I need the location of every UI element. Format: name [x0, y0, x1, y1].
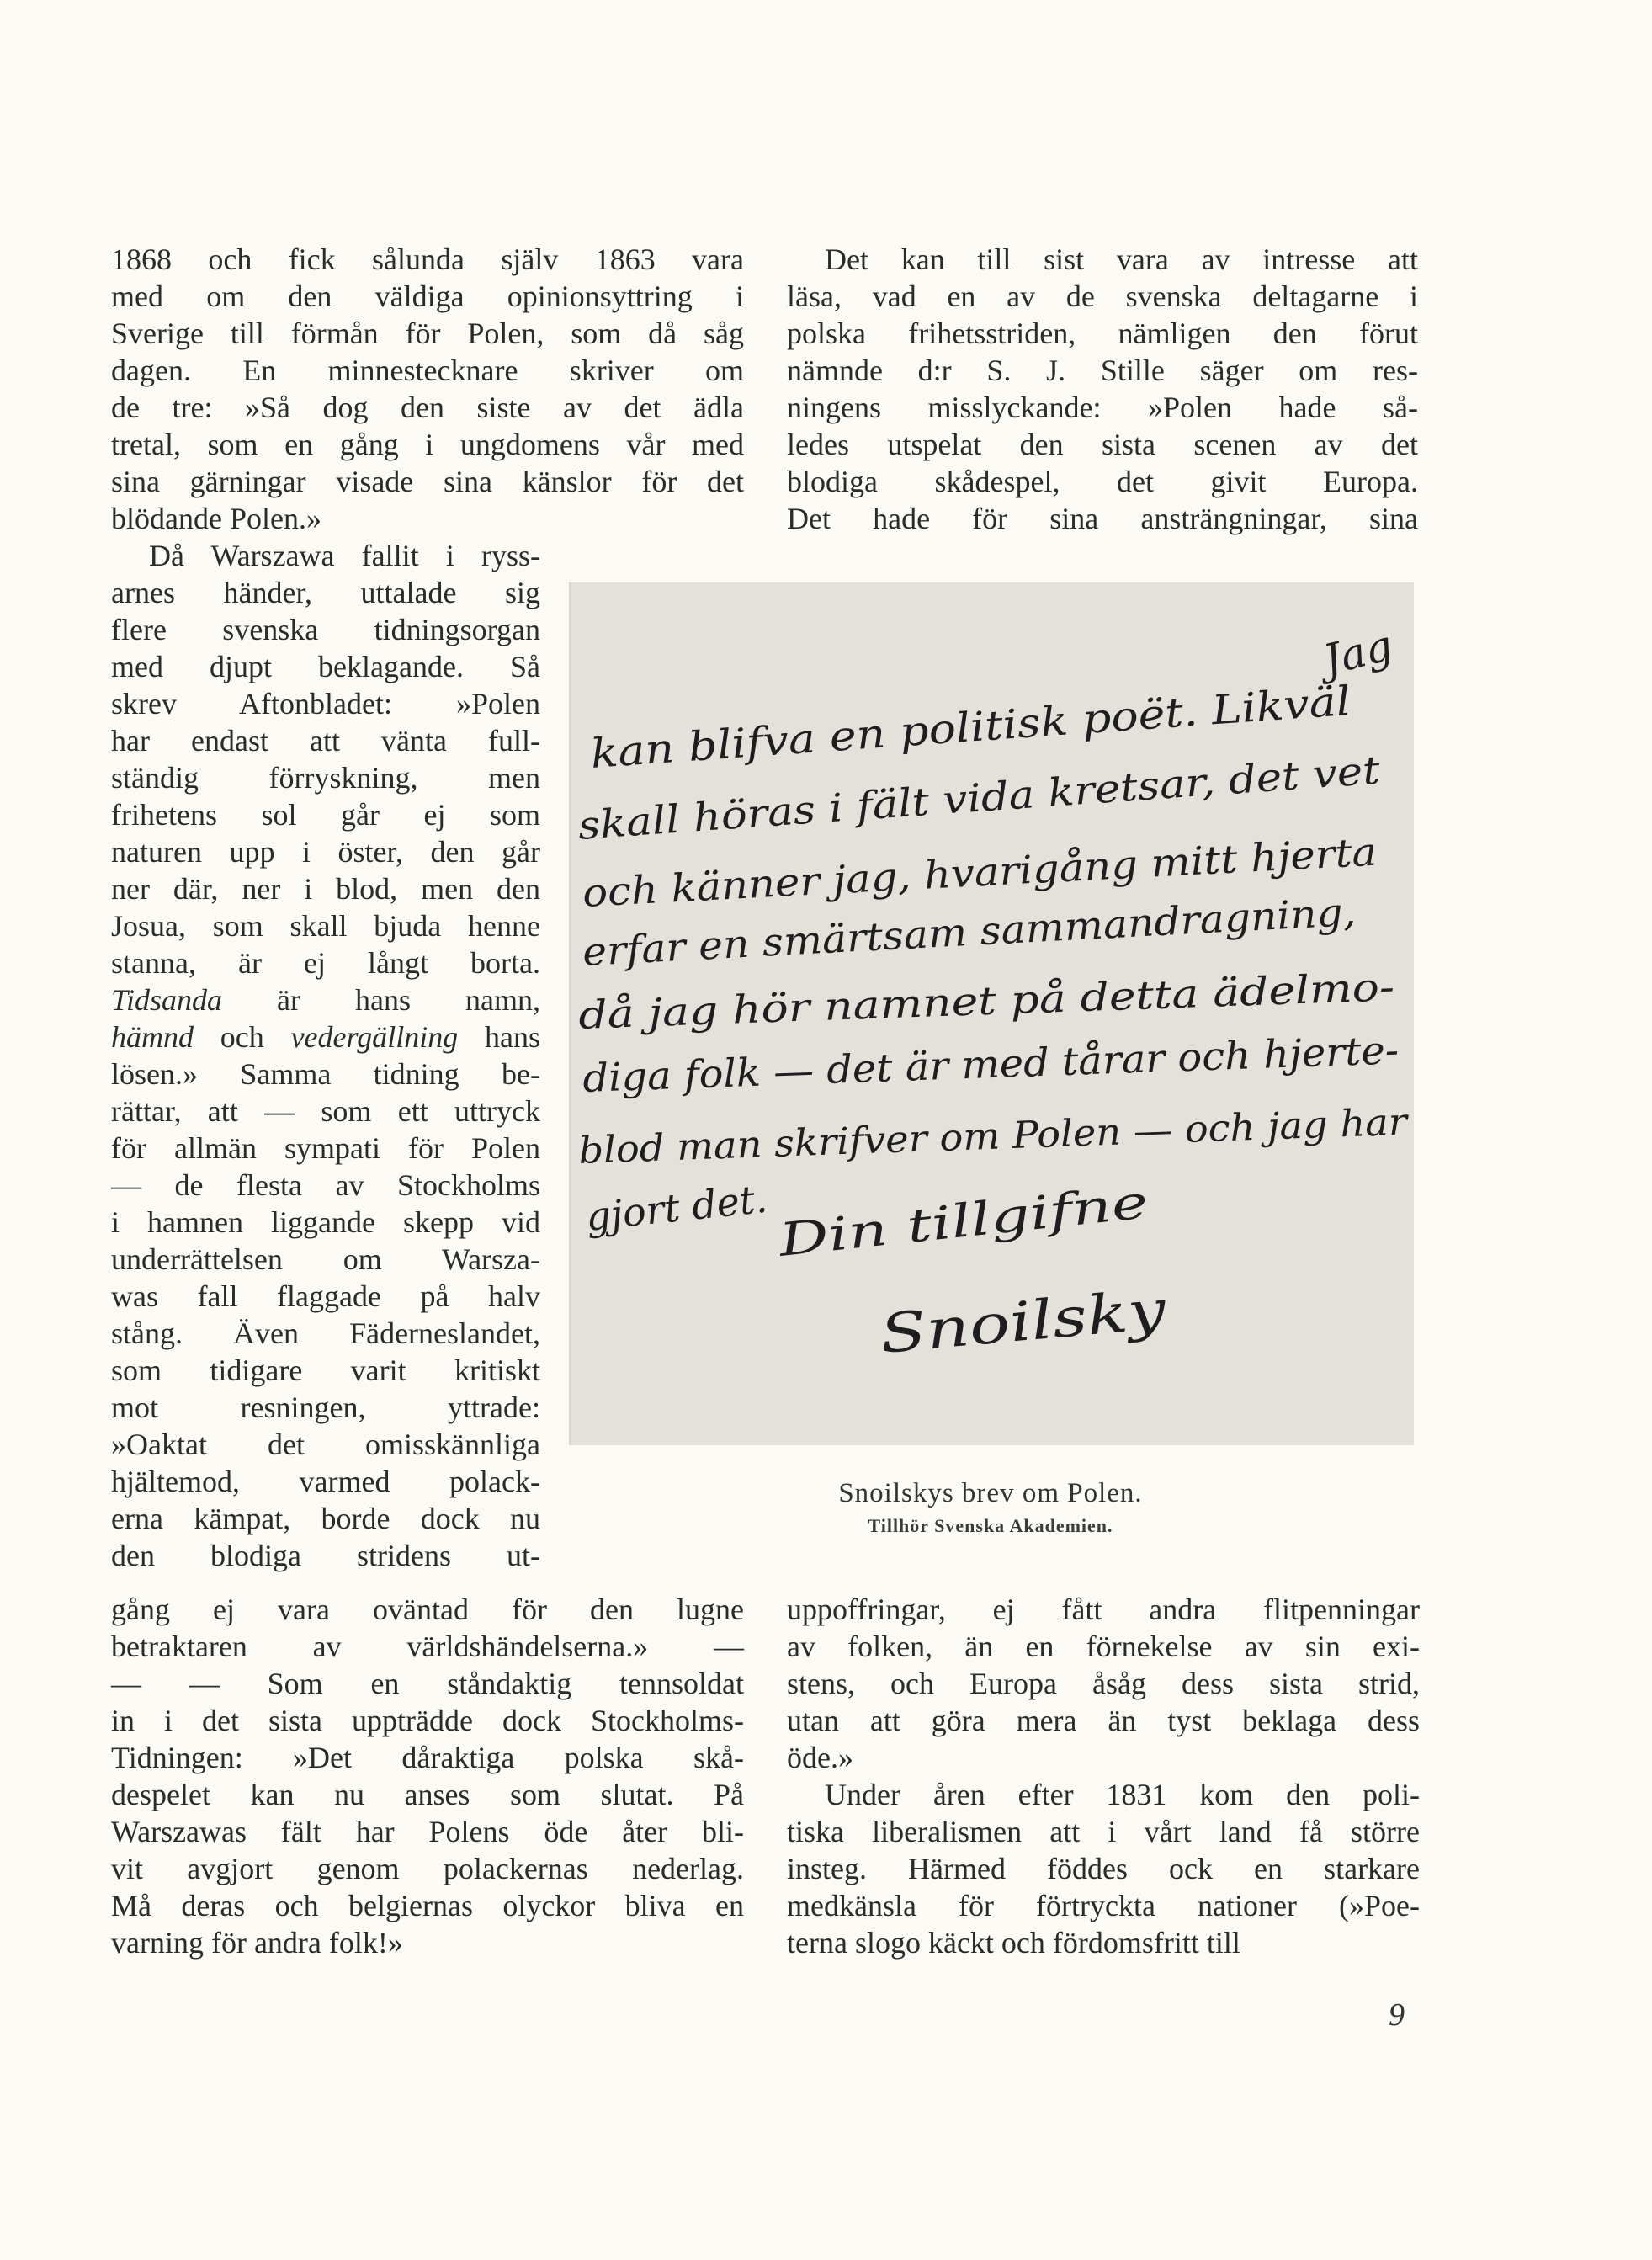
text-column-left-wrapped	[111, 537, 540, 1574]
text-line: den blodiga stridens ut-	[111, 1539, 540, 1572]
letter-line: erfar en smärtsam sammandragning,	[581, 891, 1314, 975]
text-line: tiska liberalismen att i vårt land få större	[787, 1815, 1420, 1848]
text-line: insteg. Härmed föddes ock en starkare	[787, 1852, 1420, 1885]
text-line: Tidningen: »Det dåraktiga polska skå-	[111, 1741, 744, 1774]
letter-line: gjort det.	[583, 1175, 770, 1240]
text-line: blödande Polen.»	[111, 502, 321, 535]
text-line: despelet kan nu anses som slutat. På	[111, 1778, 744, 1811]
text-line: — de flesta av Stockholms	[111, 1168, 540, 1202]
text-line: flere svenska tidningsorgan	[111, 613, 540, 646]
snoilsky-letter-facsimile	[569, 582, 1414, 1445]
text-line: skrev Aftonbladet: »Polen	[111, 687, 540, 721]
text-line: ningens misslyckande: »Polen hade så-	[787, 391, 1418, 424]
text-line: »Oaktat det omisskännliga	[111, 1428, 540, 1461]
text-line: nämnde d:r S. J. Stille säger om res-	[787, 354, 1418, 387]
text-line: hämnd och vedergällning hans	[111, 1020, 540, 1054]
text-line: gång ej vara oväntad för den lugne	[111, 1593, 744, 1626]
text-column-right-top	[787, 241, 1418, 537]
figure-caption-source: Tillhör Svenska Akademien.	[868, 1515, 1113, 1536]
text-line: de tre: »Så dog den siste av det ädla	[111, 391, 744, 424]
text-line: medkänsla för förtryckta nationer (»Poe-	[787, 1889, 1420, 1922]
text-line: in i det sista uppträdde dock Stockholms-	[111, 1704, 744, 1737]
text-line: was fall flaggade på halv	[111, 1279, 540, 1313]
text-line: 1868 och fick sålunda själv 1863 vara	[111, 242, 744, 276]
letter-line: kan blifva en politisk poët. Likväl	[588, 683, 1271, 778]
text-line: ledes utspelat den sista scenen av det	[787, 428, 1418, 461]
text-line: Det kan till sist vara av intresse att	[825, 242, 1418, 276]
text-line: stens, och Europa åsåg dess sista strid,	[787, 1667, 1420, 1700]
text-line: lösen.» Samma tidning be-	[111, 1057, 540, 1091]
text-line: varning för andra folk!»	[111, 1926, 403, 1960]
letter-line: och känner jag, hvarigång mitt hjerta	[581, 832, 1320, 916]
text-line: ner där, ner i blod, men den	[111, 872, 540, 906]
figure-caption-title: Snoilskys brev om Polen.	[838, 1478, 1143, 1508]
text-line: Under åren efter 1831 kom den poli-	[825, 1778, 1420, 1811]
text-column-left-bottom	[111, 1591, 744, 1961]
text-line: har endast att vänta full-	[111, 724, 540, 758]
text-line: öde.»	[787, 1741, 853, 1774]
letter-line: Din tillgifne	[776, 1185, 1054, 1267]
text-line: för allmän sympati för Polen	[111, 1131, 540, 1165]
text-line: med om den väldiga opinionsyttring i	[111, 279, 744, 313]
text-line: mot resningen, yttrade:	[111, 1391, 540, 1424]
handwritten-letter-image	[571, 582, 1414, 1445]
text-line: Det hade för sina ansträngningar, sina	[787, 502, 1418, 535]
text-line: uppoffringar, ej fått andra flitpenningar	[787, 1593, 1420, 1626]
letter-signature: Snoilsky	[877, 1284, 1112, 1366]
text-line: erna kämpat, borde dock nu	[111, 1502, 540, 1535]
letter-line: blod man skrifver om Polen — och jag har	[577, 1102, 1367, 1173]
text-line: frihetens sol går ej som	[111, 798, 540, 832]
text-line: med djupt beklagande. Så	[111, 650, 540, 683]
text-line: som tidigare varit kritiskt	[111, 1353, 540, 1387]
text-line: betraktaren av världshändelserna.» —	[111, 1630, 744, 1663]
text-line: vit avgjort genom polackernas nederlag.	[111, 1852, 744, 1885]
text-line: Då Warszawa fallit i ryss-	[149, 539, 540, 572]
text-line: hjältemod, varmed polack-	[111, 1465, 540, 1498]
text-line: utan att göra mera än tyst beklaga dess	[787, 1704, 1420, 1737]
text-line: Tidsanda är hans namn,	[111, 983, 540, 1017]
text-line: tretal, som en gång i ungdomens vår med	[111, 428, 744, 461]
text-line: underrättelsen om Warsza-	[111, 1242, 540, 1276]
text-line: läsa, vad en av de svenska deltagarne i	[787, 279, 1418, 313]
text-line: rättar, att — som ett uttryck	[111, 1094, 540, 1128]
text-line: arnes händer, uttalade sig	[111, 576, 540, 609]
text-line: — — Som en ståndaktig tennsoldat	[111, 1667, 744, 1700]
text-line: Sverige till förmån för Polen, som då såg	[111, 316, 744, 350]
letter-line: Jag	[1318, 620, 1398, 685]
text-line: Josua, som skall bjuda henne	[111, 909, 540, 943]
text-line: Må deras och belgiernas olyckor bliva en	[111, 1889, 744, 1922]
text-line: stanna, är ej långt borta.	[111, 946, 540, 980]
text-column-left-top	[111, 241, 744, 537]
text-line: blodiga skådespel, det givit Europa.	[787, 465, 1418, 498]
page-number: 9	[1389, 1997, 1405, 2033]
letter-line: då jag hör namnet på detta ädelmo-	[577, 967, 1282, 1038]
letter-line: skall höras i fält vida kretsar, det vet	[576, 752, 1299, 848]
text-line: i hamnen liggande skepp vid	[111, 1205, 540, 1239]
text-column-right-bottom	[787, 1591, 1420, 1961]
text-line: polska frihetsstriden, nämligen den förut	[787, 316, 1418, 350]
text-line: sina gärningar visade sina känslor för det	[111, 465, 744, 498]
letter-line: diga folk — det är med tårar och hjerte-	[582, 1028, 1367, 1101]
text-line: av folken, än en förnekelse av sin exi-	[787, 1630, 1420, 1663]
text-line: dagen. En minnestecknare skriver om	[111, 354, 744, 387]
text-line: naturen upp i öster, den går	[111, 835, 540, 869]
text-line: terna slogo käckt och fördomsfritt till	[787, 1926, 1240, 1960]
text-line: stång. Även Fäderneslandet,	[111, 1316, 540, 1350]
text-line: ständig förryskning, men	[111, 761, 540, 795]
text-line: Warszawas fält har Polens öde åter bli-	[111, 1815, 744, 1848]
